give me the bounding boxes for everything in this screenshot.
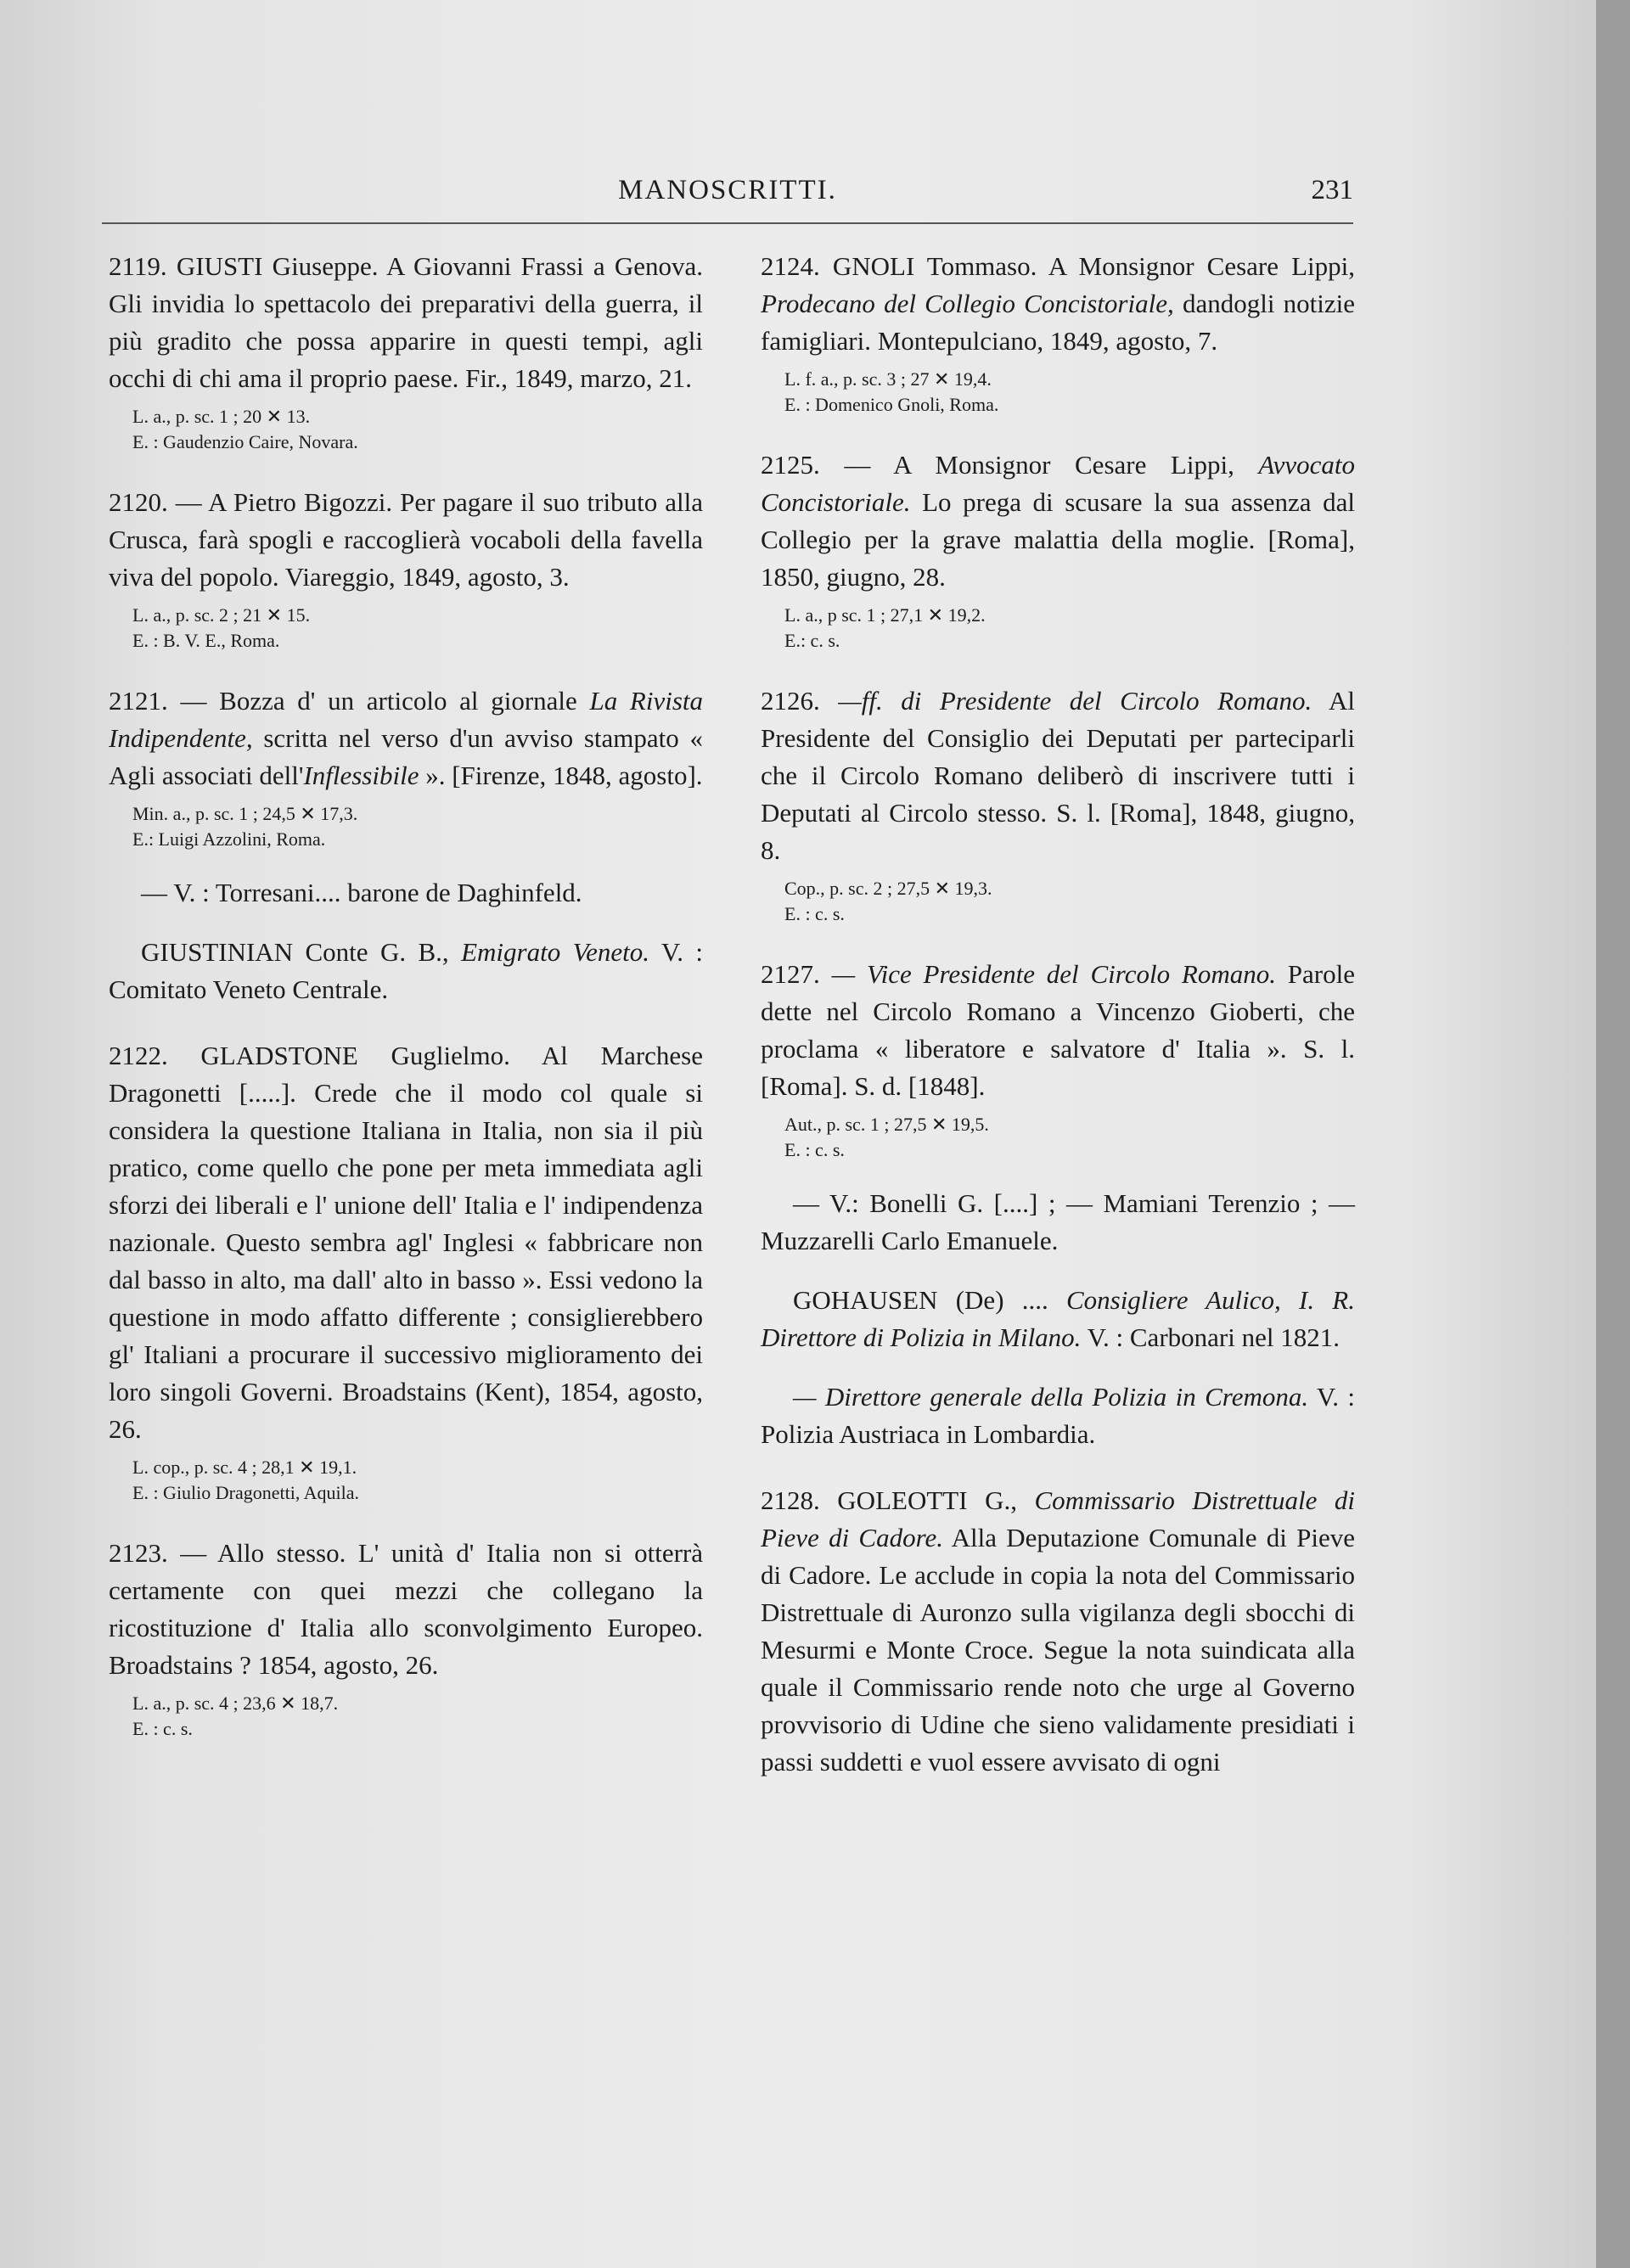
entry-number: 2122.	[109, 1041, 168, 1070]
entry-description: Min. a., p. sc. 1 ; 24,5 ✕ 17,3. E.: Luigi Azzolini, Roma.	[132, 803, 358, 850]
entry-2119	[109, 248, 703, 455]
running-title: MANOSCRITTI.	[618, 175, 837, 205]
entry-number: 2128.	[761, 1485, 820, 1515]
entry-description: Aut., p. sc. 1 ; 27,5 ✕ 19,5. E. : c. s.	[784, 1114, 989, 1160]
left-column	[109, 248, 703, 1742]
entry-number: 2119.	[109, 251, 167, 281]
entry-2126: 2126. —ff. di Presidente del Circolo Romano. Al Presidente del Consiglio dei Deputati per parteciparli che il Circolo Romano deliberò di inscrivere tutti i Deputati al Circolo stesso. S. l. [Roma], 1848, giugno, 8. Cop., p. sc. 2 ; 27,5 ✕ 19,3. E. : c. s.	[761, 682, 1355, 927]
entry-2125: 2125. — A Monsignor Cesare Lippi, Avvocato Concistoriale. Lo prega di scusare la sua assenza dal Collegio per la grave malattia della moglie. [Roma], 1850, giugno, 28. L. a., p sc. 1 ; 27,1 ✕ 19,2. E.: c. s.	[761, 446, 1355, 654]
cross-reference: — V. : Torresani.... barone de Daghinfeld.	[141, 878, 582, 907]
entry-text: — A Pietro Bigozzi. Per pagare il suo tributo alla Crusca, farà spogli e raccoglierà vocaboli della favella viva del popolo. Viareggio, 1849, agosto, 3.	[109, 487, 703, 592]
entry-2120	[109, 484, 703, 654]
entry-2123	[109, 1535, 703, 1742]
entry-number: 2125.	[761, 450, 820, 480]
right-column	[761, 248, 1355, 1781]
entry-2124: 2124. GNOLI Tommaso. A Monsignor Cesare Lippi, Prodecano del Collegio Concistoriale, dandogli notizie famigliari. Montepulciano, 1849, agosto, 7. L. f. a., p. sc. 3 ; 27 ✕ 19,4. E. : Domenico Gnoli, Roma.	[761, 248, 1355, 418]
entry-text: — Allo stesso. L' unità d' Italia non si otterrà certamente con quei mezzi che collegano la ricostituzione d' Italia allo sconvolgimento Europeo. Broadstains ? 1854, agosto, 26.	[109, 1538, 703, 1680]
cross-reference: GOHAUSEN (De) .... Consigliere Aulico, I. R. Direttore di Polizia in Milano. V. : Carbonari nel 1821.	[761, 1285, 1355, 1352]
cross-reference: — Direttore generale della Polizia in Cremona. V. : Polizia Austriaca in Lombardia.	[761, 1382, 1355, 1449]
cross-reference: — V.: Bonelli G. [....] ; — Mamiani Terenzio ; — Muzzarelli Carlo Emanuele.	[761, 1188, 1355, 1255]
entry-text: GLADSTONE Guglielmo. Al Marchese Dragonetti [.....]. Crede che il modo col quale si considera la questione Italiana in Italia, non sia il più pratico, come quello che pone per meta immediata agli sforzi dei liberali e l' unione dell' Italia e l' indipendenza nazionale. Questo sembra agl' Inglesi « fabbricare non dal basso in alto, ma dall' alto in basso ». Essi vedono la questione in modo affatto differente ; consiglierebbero gl' Italiani a procurare il successivo miglioramento dei loro singoli Governi. Broadstains (Kent), 1854, agosto, 26.	[109, 1041, 703, 1444]
entry-description: L. f. a., p. sc. 3 ; 27 ✕ 19,4. E. : Domenico Gnoli, Roma.	[784, 368, 999, 415]
entry-description: L. a., p. sc. 2 ; 21 ✕ 15. E. : B. V. E., Roma.	[132, 604, 311, 651]
entry-2122	[109, 1037, 703, 1506]
entry-text: GIUSTI Giuseppe. A Giovanni Frassi a Genova. Gli invidia lo spettacolo dei preparativi della guerra, il più gradito che possa apparire in questi tempi, agli occhi di chi ama il proprio paese. Fir., 1849, marzo, 21.	[109, 251, 703, 393]
entry-number: 2127.	[761, 959, 820, 989]
page-header	[102, 175, 1353, 224]
entry-description: L. a., p. sc. 1 ; 20 ✕ 13. E. : Gaudenzio Caire, Novara.	[132, 406, 358, 452]
entry-number: 2123.	[109, 1538, 168, 1568]
entry-description: L. a., p. sc. 4 ; 23,6 ✕ 18,7. E. : c. s.	[132, 1693, 339, 1739]
entry-number: 2120.	[109, 487, 168, 517]
entry-number: 2121.	[109, 686, 168, 716]
entry-2127: 2127. — Vice Presidente del Circolo Romano. Parole dette nel Circolo Romano a Vincenzo Gioberti, che proclama « liberatore e salvatore d' Italia ». S. l. [Roma]. S. d. [1848]. Aut., p. sc. 1 ; 27,5 ✕ 19,5. E. : c. s.	[761, 956, 1355, 1163]
page-number: 231	[1311, 175, 1353, 205]
entry-number: 2124.	[761, 251, 820, 281]
entry-2121: 2121. — Bozza d' un articolo al giornale La Rivista Indipendente, scritta nel verso d'un avviso stampato « Agli associati dell'Inflessibile ». [Firenze, 1848, agosto]. Min. a., p. sc. 1 ; 24,5 ✕ 17,3. E.: Luigi Azzolini, Roma.	[109, 682, 703, 852]
entry-description: L. cop., p. sc. 4 ; 28,1 ✕ 19,1. E. : Giulio Dragonetti, Aquila.	[132, 1457, 360, 1503]
entry-description: L. a., p sc. 1 ; 27,1 ✕ 19,2. E.: c. s.	[784, 604, 986, 651]
cross-reference: GIUSTINIAN Conte G. B., Emigrato Veneto. V. : Comitato Veneto Centrale.	[109, 937, 703, 1004]
entry-description: Cop., p. sc. 2 ; 27,5 ✕ 19,3. E. : c. s.	[784, 878, 992, 924]
entry-number: 2126.	[761, 686, 820, 716]
entry-2128: 2128. GOLEOTTI G., Commissario Distrettuale di Pieve di Cadore. Alla Deputazione Comunale di Pieve di Cadore. Le acclude in copia la nota del Commissario Distrettuale di Auronzo sulla vigilanza degli sbocchi di Mesurmi e Monte Croce. Segue la nota suindicata alla quale il Commissario rende noto che urge al Governo provvisorio di Udine che sieno validamente presidiati i passi suddetti e vuol essere avvisato di ogni	[761, 1485, 1356, 1777]
